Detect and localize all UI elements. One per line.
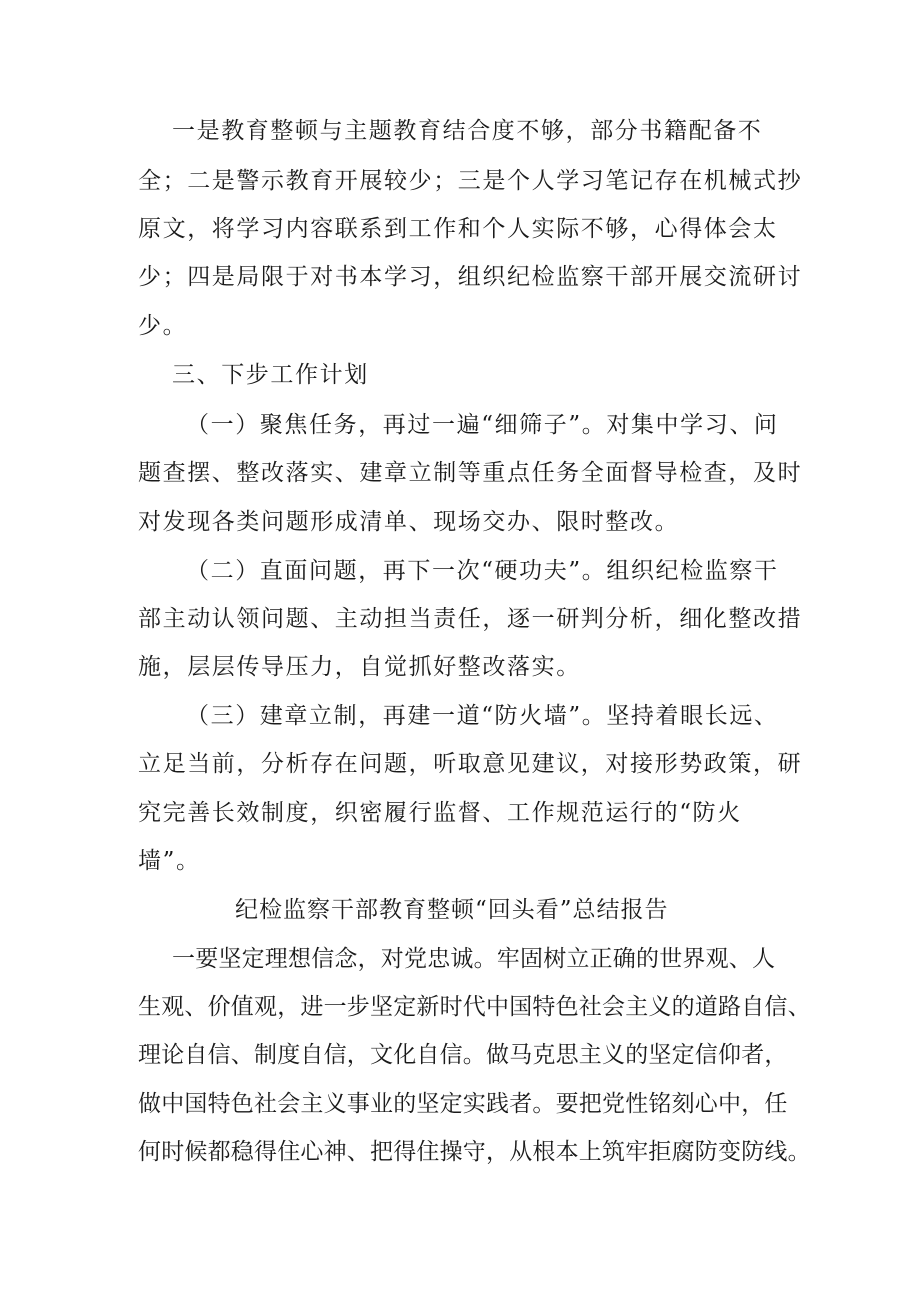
report-title: 纪检监察干部教育整顿“回头看”总结报告: [235, 897, 669, 923]
report-paragraph-line: 做中国特色社会主义事业的坚定实践者。要把党性铭刻心中，任: [138, 1091, 788, 1117]
plan-item-line: 施，层层传导压力，自觉抓好整改落实。: [138, 654, 581, 680]
section-heading: 三、下步工作计划: [172, 362, 369, 388]
report-paragraph-line: 一要坚定理想信念，对党忠诚。牢固树立正确的世界观、人: [172, 946, 776, 972]
report-paragraph-line: 何时候都稳得住心神、把得住操守，从根本上筑牢拒腐防变防线。: [138, 1139, 811, 1165]
paragraph-line: 全；二是警示教育开展较少；三是个人学习笔记存在机械式抄: [138, 168, 803, 194]
plan-item-line: （二）直面问题，再下一次“硬功夫”。组织纪检监察干: [186, 558, 779, 584]
paragraph-line: 少。: [138, 313, 188, 339]
plan-item-line: 题查摆、整改落实、建章立制等重点任务全面督导检查，及时: [138, 460, 803, 486]
paragraph-line: 少；四是局限于对书本学习，组织纪检监察干部开展交流研讨: [138, 264, 803, 290]
paragraph-line: 原文，将学习内容联系到工作和个人实际不够，心得体会太: [138, 216, 778, 242]
plan-item-line: （一）聚焦任务，再过一遍“细筛子”。对集中学习、问: [186, 412, 779, 438]
plan-item-line: 对发现各类问题形成清单、现场交办、限时整改。: [138, 509, 680, 535]
paragraph-line: 一是教育整顿与主题教育结合度不够，部分书籍配备不: [172, 118, 763, 144]
report-paragraph-line: 理论自信、制度自信，文化自信。做马克思主义的坚定信仰者，: [138, 1042, 788, 1068]
plan-item-line: 立足当前，分析存在问题，听取意见建议，对接形势政策，研: [138, 751, 803, 777]
plan-item-line: 墙”。: [138, 848, 201, 874]
report-paragraph-line: 生观、价值观，进一步坚定新时代中国特色社会主义的道路自信、: [138, 994, 811, 1020]
plan-item-line: （三）建章立制，再建一道“防火墙”。坚持着眼长远、: [186, 703, 779, 729]
plan-item-line: 究完善长效制度，织密履行监督、工作规范运行的“防火: [138, 800, 742, 826]
plan-item-line: 部主动认领问题、主动担当责任，逐一研判分析，细化整改措: [138, 606, 803, 632]
